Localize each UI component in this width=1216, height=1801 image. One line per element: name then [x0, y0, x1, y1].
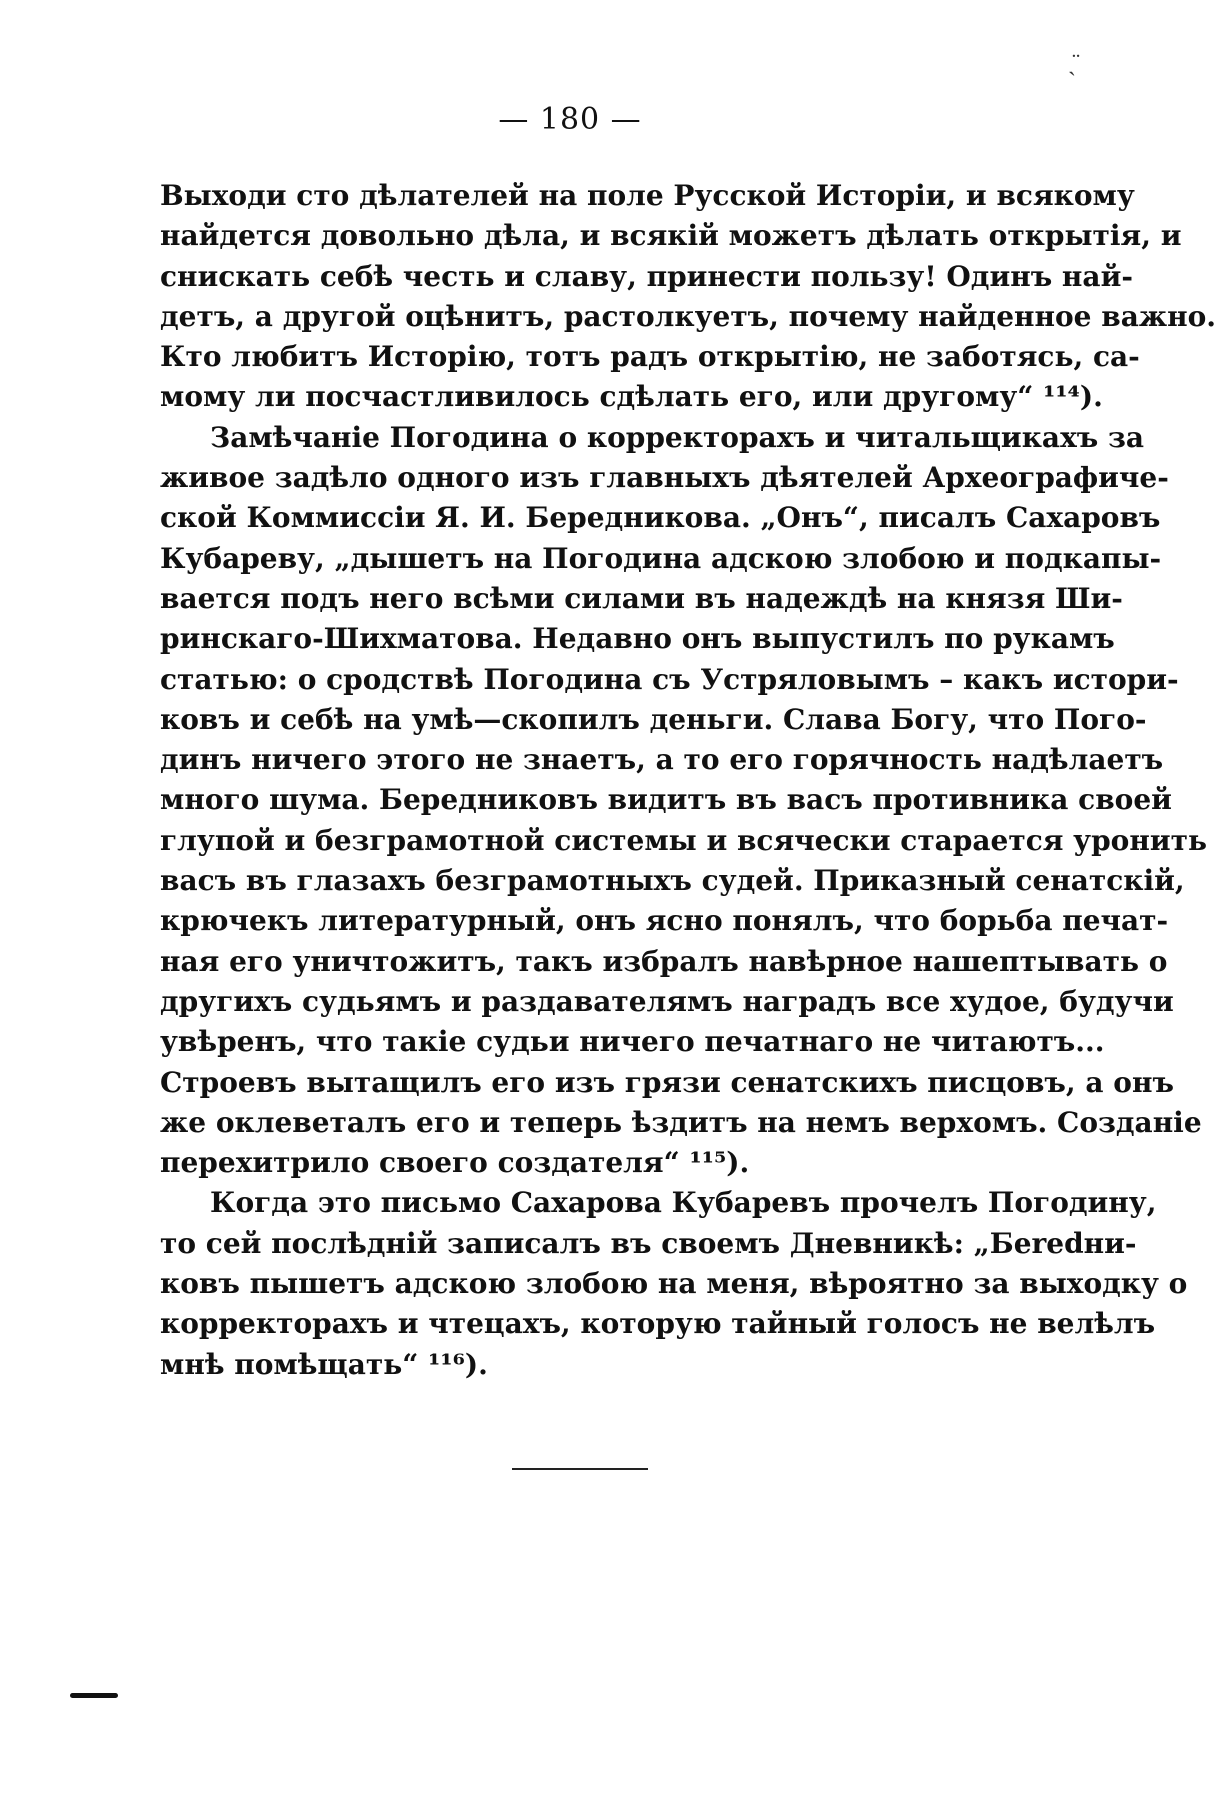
text-line: крючекъ литературный, онъ ясно понялъ, что борьба печат- — [160, 904, 1169, 938]
text-line: много шума. Бередниковъ видитъ въ васъ противника своей — [160, 783, 1172, 817]
text-line: ковъ пышетъ адскою злобою на меня, вѣроятно за выходку о — [160, 1267, 1188, 1301]
text-line: детъ, а другой оцѣнитъ, растолкуетъ, почему найденное важно. — [160, 299, 1216, 333]
paragraph-2 — [160, 418, 1207, 1184]
text-line: найдется довольно дѣла, и всякій можетъ дѣлать открытія, и — [160, 219, 1182, 253]
text-line: ской Коммиссіи Я. И. Бередникова. „Онъ“, писалъ Сахаровъ — [160, 501, 1161, 535]
text-line: ная его уничтожитъ, такъ избралъ навѣрное нашептывать о — [160, 944, 1168, 978]
text-line: вается подъ него всѣми силами въ надеждѣ на князя Ши- — [160, 581, 1123, 615]
text-line: Строевъ вытащилъ его изъ грязи сенатскихъ писцовъ, а онъ — [160, 1065, 1174, 1099]
text-line: корректорахъ и чтецахъ, которую тайный голосъ не велѣлъ — [160, 1307, 1156, 1341]
margin-marks: ˏ̈ — [1068, 48, 1076, 76]
page-number: — 180 — — [498, 102, 642, 137]
text-line: глупой и безграмотной системы и всячески старается уронить — [160, 823, 1207, 857]
text-line: Замѣчаніе Погодина о корректорахъ и читальщикахъ за — [210, 420, 1144, 454]
text-line: Когда это письмо Сахарова Кубаревъ прочелъ Погодину, — [210, 1186, 1157, 1220]
text-line: Кубареву, „дышетъ на Погодина адскою злобою и подкапы- — [160, 541, 1162, 575]
text-line: ковъ и себѣ на умѣ—скопилъ деньги. Слава Богу, что Пого- — [160, 702, 1147, 736]
text-line: перехитрило своего создателя“ ¹¹⁵). — [160, 1146, 750, 1180]
margin-dash — [70, 1693, 118, 1698]
text-line: ринскаго-Шихматова. Недавно онъ выпустилъ по рукамъ — [160, 622, 1115, 656]
text-line: Выходи сто дѣлателей на поле Русской Исторіи, и всякому — [160, 179, 1135, 212]
text-line: динъ ничего этого не знаетъ, а то его горячность надѣлаетъ — [160, 743, 1164, 777]
text-line: же оклеветалъ его и теперь ѣздитъ на немъ верхомъ. Созданіе — [160, 1105, 1202, 1139]
text-line: статью: о сродствѣ Погодина съ Устряловымъ – какъ истори- — [160, 662, 1179, 696]
text-line: мому ли посчастливилось сдѣлать его, или другому“ ¹¹⁴). — [160, 380, 1103, 414]
body-text — [160, 176, 1216, 1385]
text-line: мнѣ помѣщать“ ¹¹⁶). — [160, 1347, 488, 1381]
text-line: другихъ судьямъ и раздавателямъ наградъ все худое, будучи — [160, 984, 1174, 1018]
paragraph-1 — [160, 176, 1216, 418]
text-line: то сей послѣдній записалъ въ своемъ Дневникѣ: „Беredни- — [160, 1226, 1137, 1260]
text-line: васъ въ глазахъ безграмотныхъ судей. Приказный сенатскій, — [160, 864, 1185, 898]
text-line: живое задѣло одного изъ главныхъ дѣятелей Археографиче- — [160, 461, 1169, 495]
paragraph-3 — [160, 1183, 1188, 1384]
section-divider — [512, 1468, 648, 1470]
text-line: Кто любитъ Исторію, тотъ радъ открытію, не заботясь, са- — [160, 340, 1140, 374]
text-line: увѣренъ, что такіе судьи ничего печатнаго не читаютъ... — [160, 1025, 1105, 1059]
text-line: снискать себѣ честь и славу, принести пользу! Одинъ най- — [160, 259, 1133, 293]
